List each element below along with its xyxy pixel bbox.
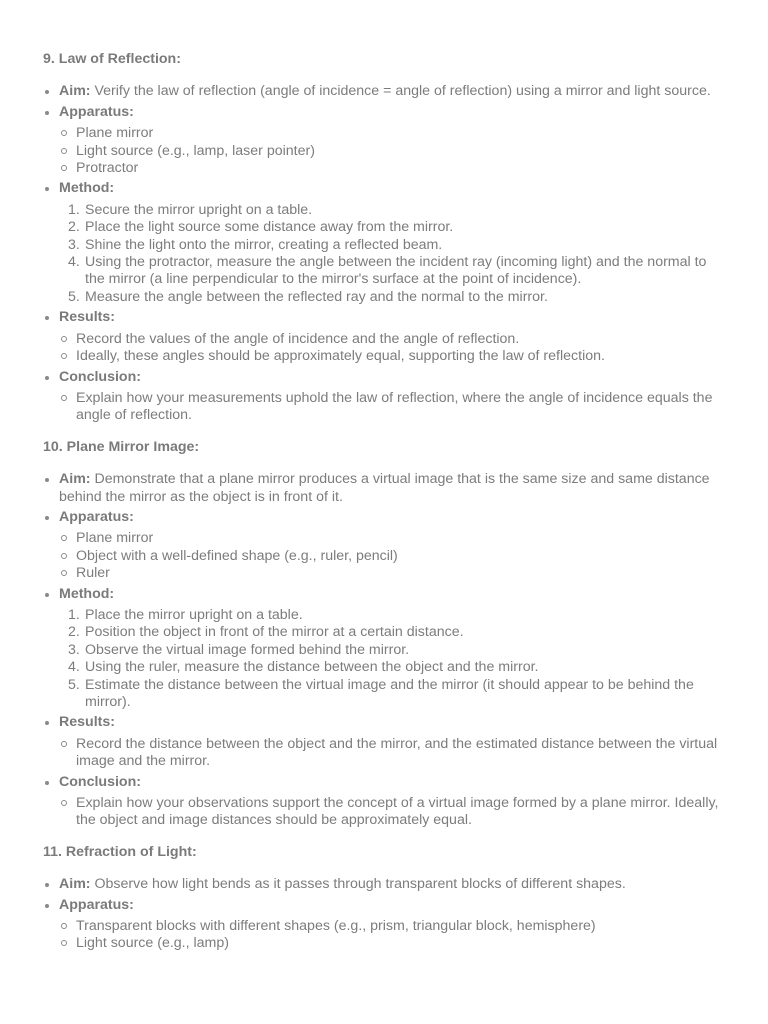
conclusion-item xyxy=(43,369,723,425)
aim-text: Observe how light bends as it passes through transparent blocks of different shapes. xyxy=(90,876,626,893)
method-label: Method: xyxy=(59,585,115,602)
results-list xyxy=(59,736,723,771)
aim-item xyxy=(43,471,723,506)
step-text: Position the object in front of the mirror at a certain distance. xyxy=(85,624,464,641)
list-item: Record the values of the angle of incidence and the angle of reflection. xyxy=(59,331,723,348)
list-item: 2. Position the object in front of the mirror at a certain distance. xyxy=(68,624,464,641)
method-steps xyxy=(59,607,723,711)
section-law-of-reflection xyxy=(43,51,723,425)
step-text: Measure the angle between the reflected ray and the normal to the mirror. xyxy=(85,288,548,305)
apparatus-item xyxy=(43,897,723,953)
list-item: 5. Estimate the distance between the virtual image and the mirror (it should appear to be behind the mirror). xyxy=(68,676,694,710)
list-item: Plane mirror xyxy=(59,530,723,547)
step-text: Using the ruler, measure the distance between the object and the mirror. xyxy=(85,659,539,676)
results-item xyxy=(43,309,723,365)
list-item: Explain how your measurements uphold the law of reflection, where the angle of incidence equals the angle of reflection. xyxy=(59,390,723,425)
aim-text: Demonstrate that a plane mirror produces a virtual image that is the same size and same distance behind the mirror as the object is in front of it. xyxy=(59,471,710,505)
list-item: Record the distance between the object and the mirror, and the estimated distance between the virtual image and the mirror. xyxy=(59,736,723,771)
list-item: 3. Observe the virtual image formed behind the mirror. xyxy=(68,641,410,658)
section-outline xyxy=(43,876,723,953)
aim-label: Aim: xyxy=(59,876,91,893)
results-label: Results: xyxy=(59,309,115,326)
document-page xyxy=(43,51,723,953)
results-label: Results: xyxy=(59,714,115,731)
results-item xyxy=(43,714,723,770)
conclusion-label: Conclusion: xyxy=(59,773,141,790)
step-text: Observe the virtual image formed behind the mirror. xyxy=(85,641,410,658)
step-text: Secure the mirror upright on a table. xyxy=(85,201,313,218)
step-text: Using the protractor, measure the angle between the incident ray (incoming light) and the normal to the mirror (a line perpendicular to the mirror's surface at the point of incidence). xyxy=(85,254,707,288)
aim-label: Aim: xyxy=(59,83,91,100)
list-item: 5. Measure the angle between the reflected ray and the normal to the mirror. xyxy=(68,288,548,305)
method-steps xyxy=(59,202,723,306)
apparatus-label: Apparatus: xyxy=(59,103,134,120)
list-item: Ideally, these angles should be approximately equal, supporting the law of reflection. xyxy=(59,348,723,365)
apparatus-item xyxy=(43,509,723,583)
conclusion-list xyxy=(59,390,723,425)
apparatus-label: Apparatus: xyxy=(59,508,134,525)
method-item xyxy=(43,586,723,712)
list-item: Protractor xyxy=(59,160,723,177)
method-label: Method: xyxy=(59,180,115,197)
list-item: Transparent blocks with different shapes (e.g., prism, triangular block, hemisphere) xyxy=(59,918,723,935)
step-text: Place the mirror upright on a table. xyxy=(85,606,303,623)
list-item: Ruler xyxy=(59,565,723,582)
section-refraction-of-light xyxy=(43,844,723,953)
list-item: Light source (e.g., lamp, laser pointer) xyxy=(59,143,723,160)
conclusion-list xyxy=(59,795,723,830)
list-item: 2. Place the light source some distance away from the mirror. xyxy=(68,219,454,236)
apparatus-list xyxy=(59,125,723,177)
list-item: Object with a well-defined shape (e.g., ruler, pencil) xyxy=(59,548,723,565)
step-text: Place the light source some distance away from the mirror. xyxy=(85,219,454,236)
step-text: Estimate the distance between the virtual image and the mirror (it should appear to be behind the mirror). xyxy=(85,676,694,710)
conclusion-label: Conclusion: xyxy=(59,368,141,385)
step-text: Shine the light onto the mirror, creating a reflected beam. xyxy=(85,236,443,253)
section-heading: 9. Law of Reflection: xyxy=(43,51,181,67)
list-item: Plane mirror xyxy=(59,125,723,142)
list-item: 3. Shine the light onto the mirror, creating a reflected beam. xyxy=(68,236,443,253)
aim-text: Verify the law of reflection (angle of incidence = angle of reflection) using a mirror and light source. xyxy=(90,83,711,100)
section-outline xyxy=(43,83,723,424)
results-list xyxy=(59,331,723,366)
conclusion-item xyxy=(43,774,723,830)
aim-item xyxy=(43,876,723,893)
list-item: Explain how your observations support the concept of a virtual image formed by a plane mirror. Ideally, the object and image distances should be approximately equal. xyxy=(59,795,723,830)
list-item: 4. Using the ruler, measure the distance between the object and the mirror. xyxy=(68,659,539,676)
section-heading: 11. Refraction of Light: xyxy=(43,843,197,860)
section-plane-mirror-image xyxy=(43,439,723,830)
apparatus-list xyxy=(59,918,723,953)
list-item: 4. Using the protractor, measure the angle between the incident ray (incoming light) and the normal to the mirror (a line perpendicular to the mirror's surface at the point of incidence). xyxy=(68,254,707,288)
list-item: 1. Place the mirror upright on a table. xyxy=(68,606,303,623)
section-heading: 10. Plane Mirror Image: xyxy=(43,438,200,455)
apparatus-label: Apparatus: xyxy=(59,896,134,913)
aim-label: Aim: xyxy=(59,471,91,488)
aim-item xyxy=(43,83,723,100)
method-item xyxy=(43,180,723,306)
apparatus-list xyxy=(59,530,723,582)
apparatus-item xyxy=(43,104,723,178)
section-outline xyxy=(43,471,723,830)
list-item: Light source (e.g., lamp) xyxy=(59,935,723,952)
list-item: 1. Secure the mirror upright on a table. xyxy=(68,201,313,218)
